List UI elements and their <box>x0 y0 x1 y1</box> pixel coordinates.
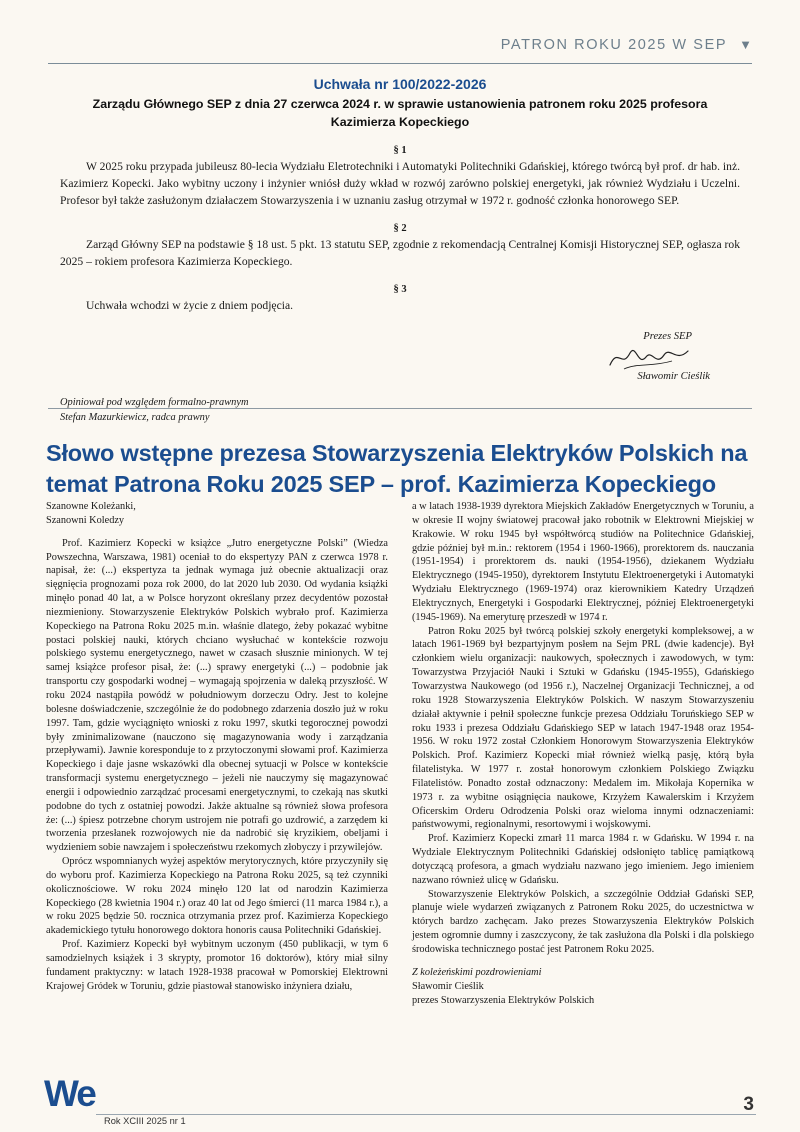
footer-divider <box>96 1114 756 1115</box>
resolution-block <box>60 76 740 426</box>
right-paragraph-1: a w latach 1938-1939 dyrektora Miejskich Zakładów Energetycznych w Toruniu, a w okresie II wojny światowej pracował jako robotnik w Elektrowni Miejskiej w Krakowie. W roku 1945 był współtwórcą studiów na Politechnice Gdańskiej, gdzie później był m.in.: rektorem (1954 i 1960-1966), prorektorem ds. nauczania (1951-1954) i prorektorem ds. nauki (1954-1956), dziekanem Wydziału Elektrycznego (1945-1950), dyrektorem Instytutu Elektroenergetyki i Automatyki Wydziału Elektrycznego (1969-1974) oraz kierownikiem Katedry Urządzeń Elektrycznych, Energetyki i Gospodarki Elektrycznej, później Elektroenergetyki (1945-1969). Na emeryturę przeszedł w 1974 r. <box>412 501 754 623</box>
right-column <box>412 500 754 1007</box>
right-paragraph-2: Patron Roku 2025 był twórcą polskiej szkoły energetyki kompleksowej, a w latach 1961-1969 był bezpartyjnym posłem na Sejm PRL (dwie kadencje). Był członkiem wielu organizacji: naukowych, społecznych i zawodowych, w tym: Towarzystwa Przyjaciół Nauki i Sztuki w Gdańsku (1945-1955), Gdańskiego Towarzystwa Naukowego (od 1956 r.), Naczelnej Organizacji Technicznej, a od roku 1928 Stowarzyszenia Elektryków Polskich. W naszym Stowarzyszeniu działał aktywnie i pełnił społeczne funkcje prezesa Oddziału Toruńskiego SEP w roku 1933 i prezesa Oddziału Gdańskiego SEP w latach 1947-1948 oraz 1954-1956. W roku 1972 został Członkiem Honorowym Stowarzyszenia Elektryków Polskich. Prof. Kazimierz Kopecki miał również wielką pasję, którą była filatelistyka. W 1977 r. został honorowym członkiem Polskiego Związku Filatelistów. Ponadto został odznaczony: Medalem im. Mikołaja Kopernika w 1973 r. za wybitne osiągnięcia naukowe, Krzyżem Kawalerskim i Krzyżem Oficerskim Orderu Odrodzenia Polski oraz wieloma innymi odznaczeniami: państwowymi, regionalnymi, resortowymi i wojskowymi. <box>412 625 754 831</box>
salutation-line-1: Szanowne Koleżanki, <box>46 501 136 512</box>
header-title: PATRON ROKU 2025 W SEP <box>500 36 728 53</box>
section-2-text: Zarząd Główny SEP na podstawie § 18 ust. 5 pkt. 13 statutu SEP, zgodnie z rekomendacją Centralnej Komisji Historycznej SEP, ogłasza rok 2025 – rokiem profesora Kazimierza Kopeckiego. <box>60 237 740 268</box>
article-title: Słowo wstępne prezesa Stowarzyszenia Elektryków Polskich na temat Patrona Roku 2025 SEP – prof. Kazimierza Kopeckiego <box>46 439 748 497</box>
section-3-text: Uchwała wchodzi w życie z dniem podjęcia. <box>86 298 293 312</box>
section-3-mark: § 3 <box>393 283 407 295</box>
right-paragraph-3: Prof. Kazimierz Kopecki zmarł 11 marca 1984 r. w Gdańsku. W 1994 r. na Wydziale Elektrycznym Politechniki Gdańskiej odsłonięto tablicę pamiątkową dotyczącą profesora, a gmach wydziału nazwano jego imieniem. Jego imieniem nazwano również ulicę w Gdańsku. <box>412 833 754 886</box>
signature-name: Sławomir Cieślik <box>637 370 710 382</box>
chevron-down-icon: ▼ <box>739 37 752 52</box>
page-footer <box>0 1068 800 1132</box>
page-number: 3 <box>743 1094 754 1115</box>
section-2-mark: § 2 <box>393 222 407 234</box>
page-header <box>48 30 752 64</box>
signature-area <box>60 331 740 389</box>
issue-info: Rok XCIII 2025 nr 1 <box>104 1116 186 1126</box>
article-body <box>46 500 754 1007</box>
resolution-title: Uchwała nr 100/2022-2026 <box>313 76 487 92</box>
salutation-line-2: Szanowni Koledzy <box>46 514 125 526</box>
section-divider <box>48 408 752 409</box>
legal-opinion-line-1: Opiniował pod względem formalno-prawnym <box>60 396 249 408</box>
legal-opinion-line-2: Stefan Mazurkiewicz, radca prawny <box>60 412 210 424</box>
left-paragraph-2: Oprócz wspomnianych wyżej aspektów merytorycznych, które przyczyniły się do wyboru prof. Kazimierza Kopeckiego na Patrona Roku 2025, są też czynniki okolicznościowe. W roku 2024 minęło 120 lat od narodzin Kazimierza Kopeckiego (28 kwietnia 1904 r.) oraz 40 lat od Jego śmierci (11 marca 1984 r.), a w roku 2025 będzie 50. rocznica otrzymania przez prof. Kazimierza Kopeckiego akademickiego tytułu honorowego doktora honoris causa Politechniki Gdańskiej. <box>46 856 388 937</box>
closing-line: Z koleżeńskimi pozdrowieniami <box>412 966 542 978</box>
handwritten-signature-icon <box>606 343 692 373</box>
salutation <box>46 500 388 528</box>
left-paragraph-1: Prof. Kazimierz Kopecki w książce „Jutro energetyczne Polski” (Wiedza Powszechna, Warszawa, 1981) oceniał to do ekspertyzy PAN z czerwca 1978 r. napisał, że: (...) ekspertyza ta jednak wymaga już obecnie aktualizacji oraz sięgnięcia prognozami poza rok 2000, do lat 2020 lub 2030. Od wydania książki minęło ponad 40 lat, a w Polsce horyzont określany przez decydentów pozostał niezmieniony. Stowarzyszenie Elektryków Polskich wybrało prof. Kazimierza Kopeckiego na Patrona Roku 2025 m.in. właśnie dlatego, żeby pokazać wybitne postaci polskiej nauki, których chciano wysłuchać w kontekście rozwoju polskiego systemu energetycznego, nawet w czasach słusznie minionych. W tej samej książce profesor pisał, że: (...) sprawy energetyki (...) – podobnie jak transportu czy gospodarki wodnej – wymagają spojrzenia w daleką przyszłość. W roku 2024 nastąpiła powódź w południowym dorzeczu Odry. Jest to kolejne bolesne doświadczenie, szczególnie że do podobnego zdarzenia doszło już w roku 1997. Tam, gdzie wyciągnięto wnioski z roku 1997, skutki tegorocznej powodzi były zminimalizowane (nauczono się magazynowania wody i zarządzania przepływami). Jawnie koresponduje to z przytoczonymi słowami prof. Kazimierza Kopeckiego i daje jasne wskazówki dla obecnej sytuacji w Polsce w kontekście transformacji systemu energetycznego – jeżeli nie nauczymy się magazynować energii i odpowiednio zarządzać procesami energetycznymi, to czekają nas skutki podobne do tych z ostatniej powodzi. Jakże aktualne są również słowa profesora że: (...) śpiesz potrzebne chorym ustrojem nie potrafi go uzdrowić, a zarzędem ki tworzenia przesłanek rozwojowych nie da nadrobić się kryzikiem, obeljami i wydzieniem sobie nawzajem i społeczeństwu rzekomych złobyczy i przywilejów. <box>46 537 388 854</box>
author-name: Sławomir Cieślik <box>412 980 484 992</box>
signature-role: Prezes SEP <box>643 330 692 342</box>
section-1-mark: § 1 <box>393 144 407 156</box>
resolution-subtitle: Zarządu Głównego SEP z dnia 27 czerwca 2024 r. w sprawie ustanowienia patronem roku 2025 profesora Kazimierza Kopeckiego <box>92 97 708 129</box>
right-paragraph-4: Stowarzyszenie Elektryków Polskich, a szczególnie Oddział Gdański SEP, planuje wiele wydarzeń związanych z Patronem Roku 2025, do uczestnictwa w których bardzo zachęcam. Jako prezes Stowarzyszenia Elektryków Polskich jestem ogromnie dumny i zaszczycony, że tak zasłużona dla Polski i dla polskiego środowiska technicznego postać jest Patronem Roku 2025. <box>412 888 754 955</box>
we-logo-text: We <box>44 1073 95 1114</box>
we-logo <box>44 1075 95 1112</box>
legal-opinion <box>60 395 740 426</box>
left-column <box>46 500 388 1007</box>
left-paragraph-3: Prof. Kazimierz Kopecki był wybitnym uczonym (450 publikacji, w tym 6 samodzielnych książek i 3 skrypty, promotor 16 doktorów), który miał silny fundament praktyczny: w latach 1928-1938 pracował w Pomorskiej Elektrowni Krajowej Gródek w Toruniu, gdzie piastował stanowisko inżyniera działu, <box>46 939 388 992</box>
author-role: prezes Stowarzyszenia Elektryków Polskich <box>412 994 595 1006</box>
section-1-text: W 2025 roku przypada jubileusz 80-lecia Wydziału Eletrotechniki i Automatyki Politechniki Gdańskiej, którego twórcą był prof. dr hab. inż. Kazimierz Kopecki. Jako wybitny uczony i inżynier wniósł duży wkład w rozwój zarówno polskiej energetyki, jak również Wydziału i Uczelni. Profesor był także zasłużonym działaczem Stowarzyszenia i w uznaniu zasług otrzymał w 1972 r. godność członka honorowego SEP. <box>60 159 740 207</box>
